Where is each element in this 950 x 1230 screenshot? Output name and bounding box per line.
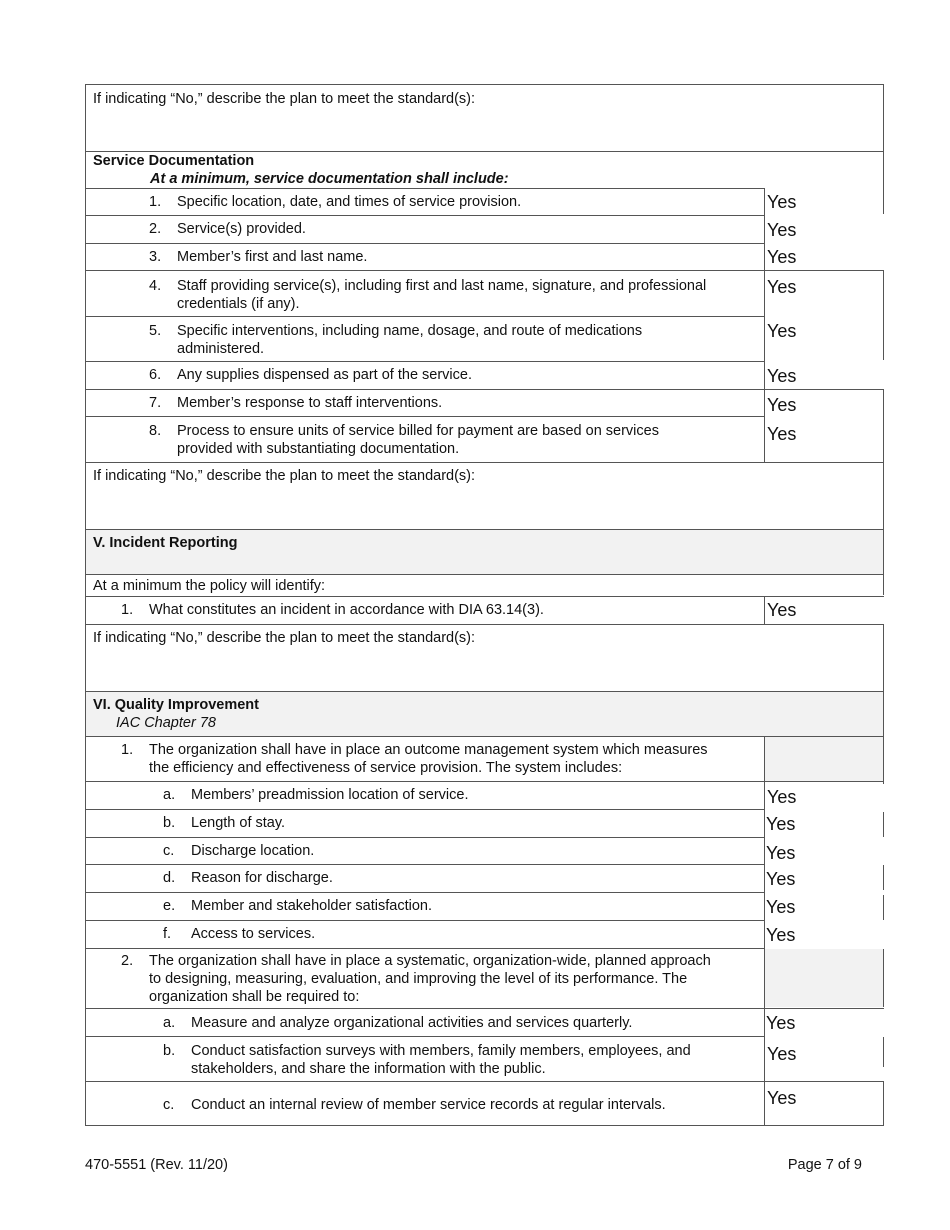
answer-yes: Yes: [767, 247, 797, 267]
item-text: Process to ensure units of service billed for payment are based on services: [177, 423, 659, 439]
sub-text: Conduct an internal review of member service records at regular intervals.: [191, 1097, 666, 1113]
sub-text: Measure and analyze organizational activities and services quarterly.: [191, 1015, 633, 1031]
table-right-border-mid8: [883, 1037, 884, 1067]
rule: [85, 529, 884, 530]
item-number: 1.: [149, 194, 162, 210]
rule: [85, 920, 764, 921]
section-title: Service Documentation: [93, 153, 255, 169]
item-number: 3.: [149, 249, 162, 265]
sub-letter: f.: [163, 926, 172, 942]
answer-yes: Yes: [767, 1044, 797, 1064]
answer-yes: Yes: [766, 897, 796, 917]
sub-text: Length of stay.: [191, 815, 286, 831]
item-number: 8.: [149, 423, 162, 439]
item-text: Specific interventions, including name, dosage, and route of medications: [177, 323, 643, 339]
sub-text: Member and stakeholder satisfaction.: [191, 898, 432, 914]
answer-col-separator: [764, 188, 765, 462]
plan-prompt: If indicating “No,” describe the plan to meet the standard(s):: [93, 468, 476, 484]
table-left-border: [85, 84, 86, 1126]
answer-yes: Yes: [766, 869, 796, 889]
item-text: What constitutes an incident in accordance with DIA 63.14(3).: [149, 602, 544, 618]
rule: [85, 462, 884, 463]
table-right-border-mid1: [883, 270, 884, 360]
item-number: 4.: [149, 278, 162, 294]
rule: [85, 837, 764, 838]
item-text: The organization shall have in place a systematic, organization-wide, planned approach: [149, 953, 711, 969]
sub-text: Discharge location.: [191, 843, 315, 859]
sub-letter: b.: [163, 1043, 176, 1059]
rule: [85, 624, 884, 625]
sub-letter: a.: [163, 787, 176, 803]
table-right-border-mid2: [883, 390, 884, 595]
rule: [85, 864, 764, 865]
table-right-border-mid5: [883, 865, 884, 890]
rule: [85, 809, 764, 810]
answer-yes: Yes: [766, 925, 796, 945]
table-right-border-mid7: [883, 949, 884, 1007]
answer-yes: Yes: [767, 192, 797, 212]
item-text: Any supplies dispensed as part of the service.: [177, 367, 472, 383]
sub-letter: b.: [163, 815, 176, 831]
answer-yes: Yes: [766, 843, 796, 863]
item-number: 6.: [149, 367, 162, 383]
answer-yes: Yes: [767, 321, 797, 341]
rule: [85, 316, 764, 317]
sub-letter: e.: [163, 898, 176, 914]
section-subtitle: IAC Chapter 78: [116, 715, 216, 731]
page-number: Page 7 of 9: [787, 1157, 862, 1173]
item-number: 2.: [149, 221, 162, 237]
table-right-border-mid3: [883, 624, 884, 784]
section-title: V. Incident Reporting: [93, 535, 238, 551]
rule: [85, 416, 764, 417]
sub-text: stakeholders, and share the information with the public.: [191, 1061, 546, 1077]
answer-col-separator: [764, 736, 765, 1126]
rule: [85, 948, 764, 949]
sub-letter: a.: [163, 1015, 176, 1031]
item-text: organization shall be required to:: [149, 989, 360, 1005]
sub-text: Access to services.: [191, 926, 316, 942]
sub-text: Members’ preadmission location of service.: [191, 787, 469, 803]
item-text: to designing, measuring, evaluation, and improving the level of its performance. The: [149, 971, 688, 987]
item-text: the efficiency and effectiveness of service provision. The system includes:: [149, 760, 623, 776]
answer-yes: Yes: [767, 366, 797, 386]
sub-letter: c.: [163, 1097, 175, 1113]
answer-yes: Yes: [767, 277, 797, 297]
rule: [85, 1036, 764, 1037]
answer-yes: Yes: [767, 424, 797, 444]
answer-yes: Yes: [767, 220, 797, 240]
rule: [85, 574, 884, 575]
section-title: VI. Quality Improvement: [93, 697, 259, 713]
item-text: Staff providing service(s), including first and last name, signature, and professional: [177, 278, 707, 294]
item-number: 7.: [149, 395, 162, 411]
answer-yes: Yes: [766, 1013, 796, 1033]
item-text: administered.: [177, 341, 265, 357]
plan-prompt: If indicating “No,” describe the plan to meet the standard(s):: [93, 630, 476, 646]
item-text: Specific location, date, and times of service provision.: [177, 194, 522, 210]
table-right-border-mid4: [883, 812, 884, 837]
sub-letter: c.: [163, 843, 175, 859]
answer-col-separator: [764, 596, 765, 624]
item-text: provided with substantiating documentation.: [177, 441, 460, 457]
item-text: Member’s response to staff interventions.: [177, 395, 443, 411]
section-subtitle: At a minimum, service documentation shall include:: [150, 171, 509, 187]
item-text: Member’s first and last name.: [177, 249, 368, 265]
rule: [85, 84, 884, 85]
table-right-border-top: [883, 84, 884, 214]
qi-item1-answer-shade: [764, 737, 883, 781]
section-intro: At a minimum the policy will identify:: [93, 578, 326, 594]
rule: [85, 215, 764, 216]
answer-yes: Yes: [767, 1088, 797, 1108]
plan-prompt: If indicating “No,” describe the plan to meet the standard(s):: [93, 91, 476, 107]
rule: [85, 243, 764, 244]
item-number: 1.: [121, 602, 134, 618]
rule: [85, 892, 764, 893]
answer-yes: Yes: [767, 600, 797, 620]
item-number: 1.: [121, 742, 134, 758]
rule: [85, 361, 764, 362]
answer-yes: Yes: [767, 787, 797, 807]
sub-text: Reason for discharge.: [191, 870, 333, 886]
item-text: The organization shall have in place an outcome management system which measures: [149, 742, 708, 758]
rule: [85, 188, 764, 189]
answer-yes: Yes: [767, 395, 797, 415]
item-number: 5.: [149, 323, 162, 339]
form-number: 470-5551 (Rev. 11/20): [85, 1157, 228, 1173]
qi-item2-answer-shade: [764, 949, 883, 1007]
answer-yes: Yes: [766, 814, 796, 834]
table-right-border-bottom: [883, 1081, 884, 1126]
item-text: Service(s) provided.: [177, 221, 306, 237]
table-right-border-mid6: [883, 895, 884, 920]
rule: [85, 691, 884, 692]
sub-text: Conduct satisfaction surveys with members, family members, employees, and: [191, 1043, 691, 1059]
item-number: 2.: [121, 953, 134, 969]
sub-letter: d.: [163, 870, 176, 886]
item-text: credentials (if any).: [177, 296, 300, 312]
